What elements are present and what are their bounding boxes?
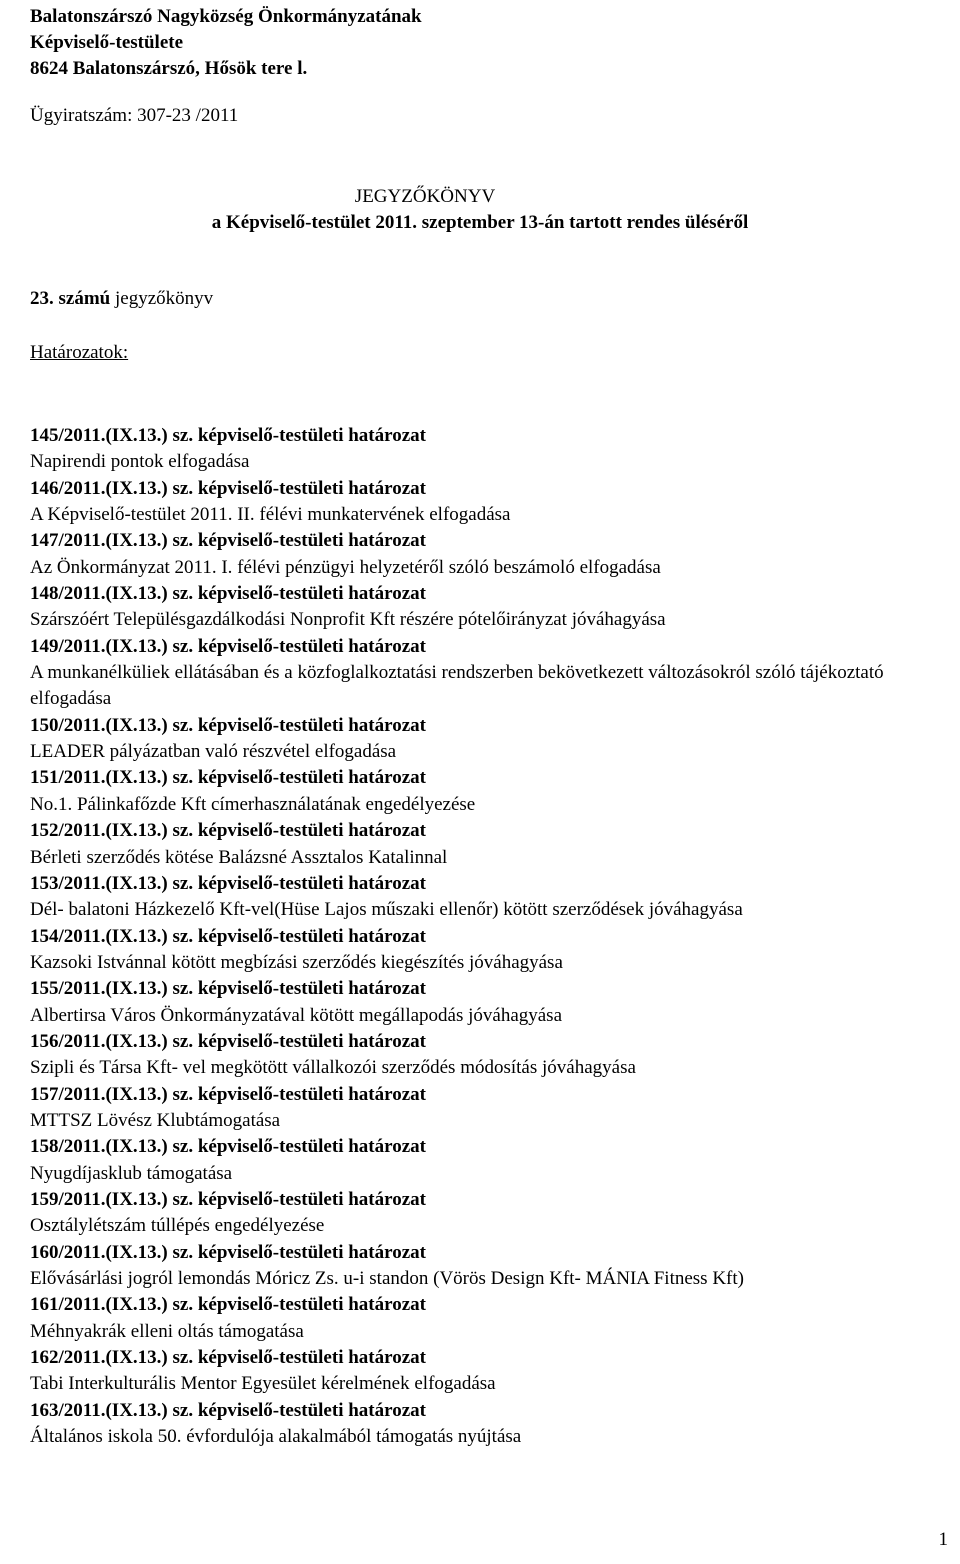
resolution-entry — [30, 1134, 940, 1187]
resolution-entry — [30, 818, 940, 871]
resolution-description: Nyugdíjasklub támogatása — [30, 1162, 233, 1184]
resolution-entry — [30, 1029, 940, 1082]
resolution-number: 159/2011.(IX.13.) sz. képviselő-testületi határozat — [30, 1188, 426, 1210]
resolution-description: Bérleti szerződés kötése Balázsné Assztalos Katalinnal — [30, 846, 448, 868]
resolution-description: Méhnyakrák elleni oltás támogatása — [30, 1320, 304, 1342]
letterhead-address: 8624 Balatonszárszó, Hősök tere l. — [30, 58, 308, 79]
resolution-description: Szipli és Társa Kft- vel megkötött vállalkozói szerződés módosítás jóváhagyása — [30, 1057, 636, 1079]
resolution-description: No.1. Pálinkafőzde Kft címerhasználatának engedélyezése — [30, 793, 476, 815]
resolution-description: A munkanélküliek ellátásában és a közfoglalkoztatási rendszerben bekövetkezett változásokról szóló tájékoztató elfogadása — [30, 662, 884, 710]
resolution-entry — [30, 924, 940, 977]
resolution-description: Az Önkormányzat 2011. I. félévi pénzügyi helyzetéről szóló beszámoló elfogadása — [30, 556, 661, 578]
resolution-number: 153/2011.(IX.13.) sz. képviselő-testületi határozat — [30, 872, 426, 894]
resolution-number: 145/2011.(IX.13.) sz. képviselő-testületi határozat — [30, 425, 426, 446]
resolution-entry — [30, 1398, 940, 1451]
resolution-description: Tabi Interkulturális Mentor Egyesület kérelmének elfogadása — [30, 1373, 496, 1395]
minutes-number-rest: jegyzőkönyv — [110, 288, 214, 309]
resolution-entry — [30, 713, 940, 766]
resolution-description: Elővásárlási jogról lemondás Móricz Zs. u-i standon (Vörös Design Kft- MÁNIA Fitness Kft) — [30, 1268, 744, 1289]
resolution-number: 163/2011.(IX.13.) sz. képviselő-testületi határozat — [30, 1399, 426, 1421]
resolution-entry — [30, 476, 940, 529]
resolution-entry — [30, 634, 940, 713]
resolutions-heading: Határozatok: — [30, 342, 129, 363]
resolution-number: 162/2011.(IX.13.) sz. képviselő-testületi határozat — [30, 1347, 426, 1369]
registry-number: Ügyiratszám: 307-23 /2011 — [30, 105, 239, 126]
resolution-number: 156/2011.(IX.13.) sz. képviselő-testületi határozat — [30, 1030, 426, 1052]
title-line-2: a Képviselő-testület 2011. szeptember 13-án tartott rendes üléséről — [211, 212, 749, 233]
resolution-number: 151/2011.(IX.13.) sz. képviselő-testületi határozat — [30, 767, 426, 789]
resolution-number: 150/2011.(IX.13.) sz. képviselő-testületi határozat — [30, 714, 426, 736]
title-line-1: JEGYZŐKÖNYV — [354, 186, 496, 207]
resolution-entry — [30, 423, 940, 476]
resolution-number: 146/2011.(IX.13.) sz. képviselő-testületi határozat — [30, 477, 426, 499]
resolution-entry — [30, 1345, 940, 1398]
page-number: 1 — [938, 1529, 948, 1550]
resolutions-list — [30, 423, 940, 1450]
resolution-description: Kazsoki Istvánnal kötött megbízási szerződés kiegészítés jóváhagyása — [30, 951, 563, 973]
resolution-entry — [30, 765, 940, 818]
resolution-description: Általános iskola 50. évfordulója alakalmából támogatás nyújtása — [30, 1426, 522, 1448]
resolution-entry — [30, 1292, 940, 1345]
resolution-entry — [30, 581, 940, 634]
resolution-number: 149/2011.(IX.13.) sz. képviselő-testületi határozat — [30, 635, 426, 657]
resolution-entry — [30, 871, 940, 924]
resolution-description: LEADER pályázatban való részvétel elfogadása — [30, 741, 397, 763]
resolution-entry — [30, 976, 940, 1029]
resolution-entry — [30, 1187, 940, 1240]
resolution-entry — [30, 1240, 940, 1293]
minutes-number-bold: 23. számú — [30, 288, 111, 309]
resolution-description: Szárszóért Településgazdálkodási Nonprofit Kft részére pótelőirányzat jóváhagyása — [30, 609, 666, 631]
document-title — [0, 184, 960, 236]
resolution-number: 147/2011.(IX.13.) sz. képviselő-testületi határozat — [30, 530, 426, 552]
resolution-entry — [30, 1082, 940, 1135]
letterhead — [30, 4, 422, 82]
resolution-description: Dél- balatoni Házkezelő Kft-vel(Hüse Lajos műszaki ellenőr) kötött szerződések jóváhagyása — [30, 899, 743, 921]
resolution-number: 148/2011.(IX.13.) sz. képviselő-testületi határozat — [30, 583, 426, 605]
resolution-number: 152/2011.(IX.13.) sz. képviselő-testületi határozat — [30, 820, 426, 842]
resolution-description: Osztálylétszám túllépés engedélyezése — [30, 1215, 325, 1237]
resolution-description: A Képviselő-testület 2011. II. félévi munkatervének elfogadása — [30, 504, 511, 526]
resolution-number: 160/2011.(IX.13.) sz. képviselő-testületi határozat — [30, 1241, 426, 1263]
resolution-description: Napirendi pontok elfogadása — [30, 451, 250, 473]
letterhead-line-1: Balatonszárszó Nagyközség Önkormányzatának — [30, 6, 422, 27]
minutes-number — [30, 288, 213, 310]
letterhead-line-2: Képviselő-testülete — [30, 32, 184, 53]
resolution-number: 158/2011.(IX.13.) sz. képviselő-testületi határozat — [30, 1136, 426, 1158]
resolution-description: MTTSZ Lövész Klubtámogatása — [30, 1109, 281, 1131]
resolution-number: 161/2011.(IX.13.) sz. képviselő-testületi határozat — [30, 1294, 426, 1316]
resolution-description: Albertirsa Város Önkormányzatával kötött megállapodás jóváhagyása — [30, 1004, 563, 1026]
resolution-number: 154/2011.(IX.13.) sz. képviselő-testületi határozat — [30, 925, 426, 947]
resolution-entry — [30, 528, 940, 581]
resolution-number: 157/2011.(IX.13.) sz. képviselő-testületi határozat — [30, 1083, 426, 1105]
resolution-number: 155/2011.(IX.13.) sz. képviselő-testületi határozat — [30, 978, 426, 1000]
